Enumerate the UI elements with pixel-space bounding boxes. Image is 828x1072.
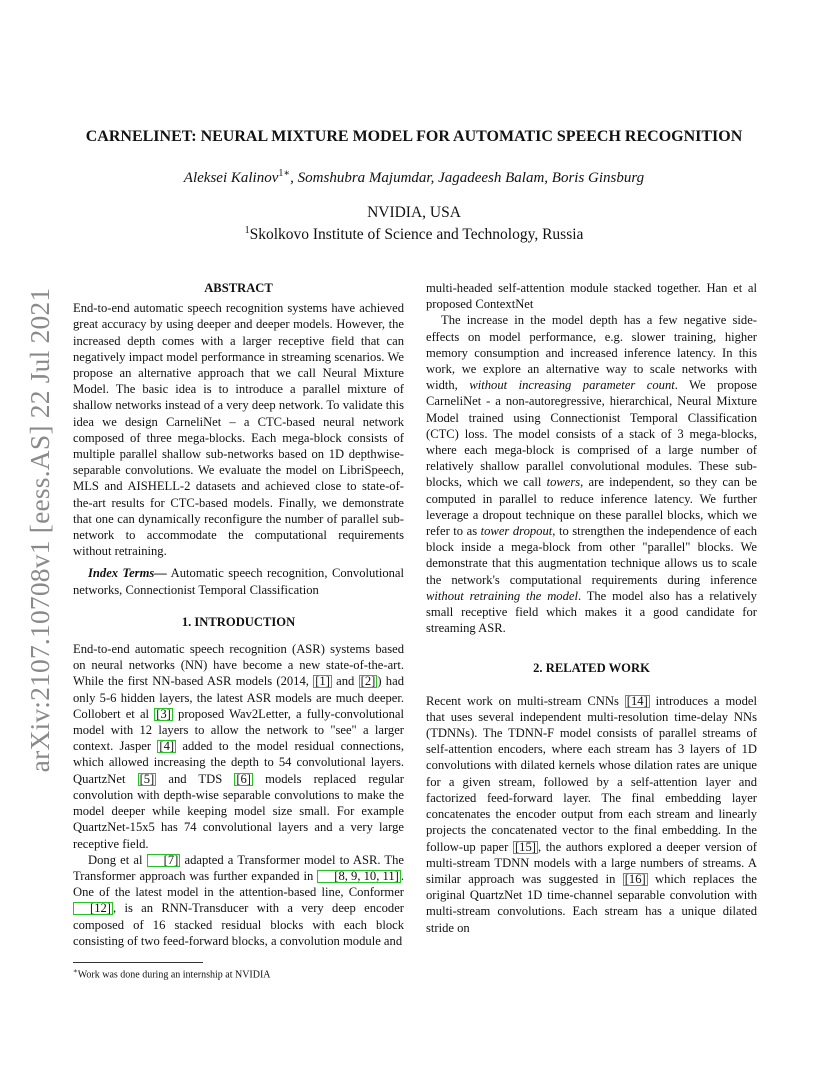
intro-paragraph-2-continued: [426, 280, 757, 312]
footnote-rule: [73, 962, 203, 963]
intro-heading: 1. INTRODUCTION: [181, 614, 296, 629]
citation-link[interactable]: [6]: [236, 771, 251, 786]
emphasis-text: tower dropout: [480, 524, 553, 539]
abstract-text: End-to-end automatic speech recognition systems have achieved great accuracy by using deeper and deeper models. However, the increased depth comes with a larger receptive field that can negatively impact model performance in streaming scenarios. We propose an alternative approach that we call Neural Mixture Model. The basic idea is to introduce a parallel mixture of shallow networks instead of a very deep network. To validate this idea we design CarneliNet – a CTC-based neural network composed of three mega-blocks. Each mega-block consists of multiple parallel shallow sub-networks based on 1D depthwise-separable convolutions. We evaluate the model on LibriSpeech, MLS and AISHELL-2 datasets and achieved close to state-of-the-art results for CTC-based models. Finally, we demonstrate that one can dynamically reconfigure the number of parallel sub-network to accommodate the computational requirements without retraining.: [73, 301, 404, 559]
text-run: and: [331, 674, 359, 689]
citation-link[interactable]: [4]: [159, 739, 175, 754]
text-run: , to strengthen the independence of each block inside a mega-block from other "parallel" blocks. We demonstrate that this augmentation technique allows us to scale the network's computational requirements during inference: [426, 524, 757, 587]
text-run: The increase in the model depth has a few negative side-effects on model performance, e.g. slower training, higher memory consumption and increased inference latency. In this work, we explore an alternative way to scale networks with width,: [426, 313, 757, 393]
author-list: [0, 168, 828, 187]
intro-paragraph-3: [426, 312, 757, 636]
citation-link[interactable]: [7]: [147, 854, 181, 867]
footnote-text: Work was done during an internship at NVIDIA: [77, 969, 271, 981]
affiliation-mark: 1: [244, 225, 250, 236]
text-run: . We propose CarneliNet - a non-autoregressive, hierarchical, Neural Mixture Model trained using Connectionist Temporal Classification (CTC) loss. The model consists of a stack of 3 mega-blocks, where each mega-block is comprised of a large number of relatively shallow parallel convolutional modules. These sub-blocks, which we call: [426, 378, 757, 490]
text-run: End-to-end automatic speech recognition (ASR) systems based on neural networks (NN) have become a new state-of-the-art. While the first NN-based ASR models (2014,: [73, 642, 404, 689]
arxiv-sidebar: [22, 287, 58, 773]
citation-link[interactable]: [3]: [156, 706, 171, 721]
affiliation-skoltech-text: Skolkovo Institute of Science and Technology, Russia: [249, 226, 584, 244]
arxiv-identifier: arXiv:2107.10708v1 [eess.AS] 22 Jul 2021: [24, 287, 55, 773]
right-column: [426, 280, 757, 936]
text-run: models replaced regular convolution with depth-wise separable convolutions to make the model deeper while keeping model size small. For example QuartzNet-15x5 has 74 convolutional layers and a very large receptive field.: [73, 771, 404, 851]
intro-paragraph-2: [73, 852, 404, 949]
text-run: , the authors explored a deeper version of multi-stream TDNN models with a large numbers of streams. A similar approach was suggested in: [426, 839, 757, 886]
text-run: which replaces the original QuartzNet 1D time-channel separable convolution with multi-stream convolutions. Each stream has a unique dilated stride on: [426, 871, 758, 935]
text-run: . One of the latest model in the attention-based line, Conformer: [73, 868, 404, 900]
text-run: adapted a Transformer model to ASR. The Transformer approach was further expanded in: [73, 852, 405, 883]
affiliation-nvidia: NVIDIA, USA: [367, 204, 461, 221]
citation-link[interactable]: [5]: [139, 771, 155, 786]
emphasis-text: without increasing parameter count: [469, 378, 675, 393]
abstract-heading: ABSTRACT: [204, 281, 273, 295]
text-run: added to the model residual connections, which allowed increasing the depth to 54 convolutional layers. QuartzNet: [73, 739, 404, 786]
first-author: Aleksei Kalinov: [183, 170, 279, 186]
text-run: Recent work on multi-stream CNNs: [426, 693, 625, 708]
paper-title: CARNELINET: NEURAL MIXTURE MODEL FOR AUTOMATIC SPEECH RECOGNITION: [85, 128, 743, 145]
text-run: multi-headed self-attention module stacked together. Han et al proposed ContextNet: [426, 281, 757, 312]
footnote-mark: ∗: [73, 967, 78, 975]
citation-link[interactable]: [12]: [73, 902, 113, 915]
left-column: [73, 280, 404, 949]
emphasis-text: without retraining the model: [426, 588, 578, 603]
text-run: Dong et al: [88, 852, 147, 867]
text-run: and TDS: [156, 771, 235, 786]
text-run: introduces a model that uses several independent multi-resolution time-delay NNs (TDNNs). The TDNN-F model consists of parallel streams of self-attention encoders, where each stream has 3 layers of 1D convolutions with dilated kernels whose dilation rates are unique for a given stream, followed by a self-attention layer and factorized feed-forward layer. The final embedding layer concatenates the encoder output from each stream and linearly projects the concatenated vector to the final embedding. In the follow-up paper: [426, 693, 757, 854]
index-terms-label: Index Terms—: [88, 566, 167, 581]
emphasis-text: towers: [546, 475, 581, 490]
author-affiliation-mark: 1∗: [278, 168, 291, 179]
citation-link[interactable]: [1]: [315, 674, 330, 689]
text-run: . The model also has a relatively small receptive field which makes it a good candidate for streaming ASR.: [426, 588, 757, 636]
citation-link[interactable]: [15]: [514, 839, 536, 854]
text-run: proposed Wav2Letter, a fully-convolutional model with 12 layers to allow the network to "see" a larger context. Jasper: [73, 706, 404, 754]
footnote: [73, 965, 404, 981]
citation-link[interactable]: [8, 9, 10, 11]: [317, 870, 401, 883]
citation-link[interactable]: [16]: [624, 871, 646, 886]
citation-link[interactable]: [14]: [626, 693, 648, 708]
related-work-paragraph-1: [426, 693, 757, 936]
text-run: ) had only 5-6 hidden layers, the latest ASR models are much deeper. Collobert et al: [73, 674, 404, 721]
citation-link[interactable]: [2]: [360, 674, 376, 689]
index-terms-text: Automatic speech recognition, Convolutional networks, Connectionist Temporal Classification: [73, 566, 405, 597]
text-run: , are independent, so they can be computed in parallel to reduce inference latency. We further leverage a dropout technique on these parallel blocks, which we refer to as: [426, 475, 757, 539]
affiliation-skoltech: [0, 225, 828, 244]
intro-paragraph-1: [73, 641, 404, 852]
related-work-heading: 2. RELATED WORK: [533, 661, 650, 676]
other-authors: , Somshubra Majumdar, Jagadeesh Balam, Boris Ginsburg: [290, 170, 645, 186]
text-run: , is an RNN-Transducer with a very deep encoder composed of 16 stacked residual blocks with each block consisting of two feed-forward blocks, a convolution module and: [73, 901, 404, 948]
index-terms: [73, 565, 404, 597]
